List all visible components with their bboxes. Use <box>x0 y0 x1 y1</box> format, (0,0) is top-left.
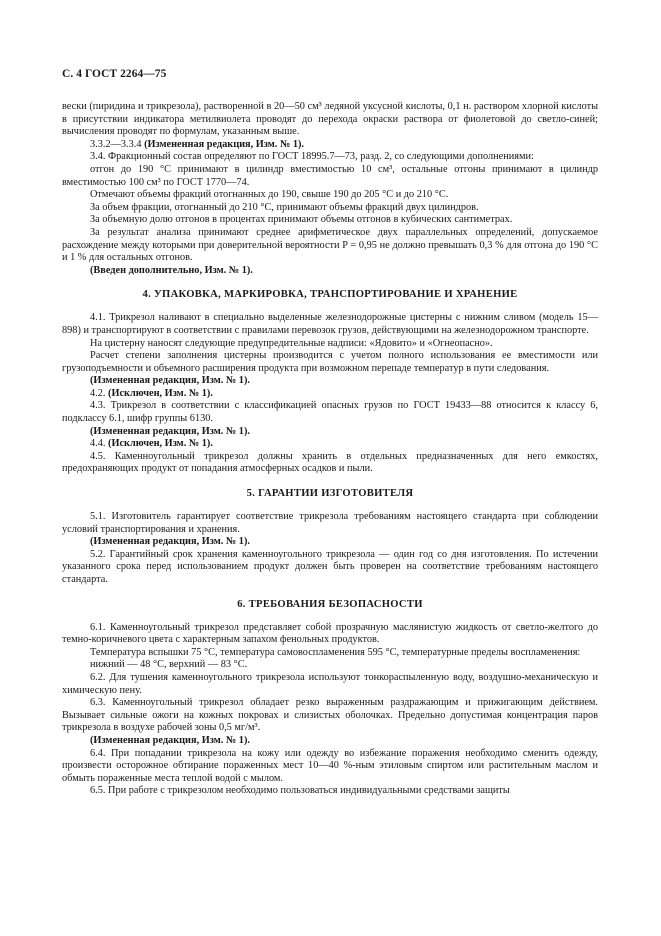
page-header: С. 4 ГОСТ 2264—75 <box>62 68 167 80</box>
paragraph-6-1-a: Температура вспышки 75 °С, температура самовоспламенения 595 °С, температурные пределы воспламенения: <box>90 646 581 658</box>
clause-number: 3.3.2—3.3.4 <box>90 138 142 150</box>
paragraph-4-1: 4.1. Трикрезол наливают в специально выделенные железнодорожные цистерны с нижним сливом (модель 15—898) и транспортируют в соответствии с правилами перевозок грузов, действующими на железнодорожном транспорте. <box>62 312 598 336</box>
paragraph-3-4-e: За результат анализа принимают среднее арифметическое двух параллельных определений, допускаемое расхождение между которыми при доверительной вероятности P = 0,95 не должно превышать 0,3 % для отгона до 190 °С и 1 % для остальных отгонов. <box>62 226 598 264</box>
paragraph-5-2: 5.2. Гарантийный срок хранения каменноугольного трикрезола — один год со дня изготовления. По истечении указанного срока перед использованием продукт должен быть проверен на соответствие требованиям настоящего стандарта. <box>62 548 598 585</box>
excluded-note: (Исключен, Изм. № 1). <box>108 438 213 450</box>
amendment-note: (Измененная редакция, Изм. № 1). <box>90 536 250 548</box>
excluded-note: (Исключен, Изм. № 1). <box>108 387 213 399</box>
section-5-heading: 5. ГАРАНТИИ ИЗГОТОВИТЕЛЯ <box>246 488 414 500</box>
paragraph-3-4: 3.4. Фракционный состав определяют по ГОСТ 18995.7—73, разд. 2, со следующими дополнениями: <box>90 151 534 163</box>
section-6-heading: 6. ТРЕБОВАНИЯ БЕЗОПАСНОСТИ <box>237 598 423 610</box>
paragraph-3-4-a: отгон до 190 °С принимают в цилиндр вместимостью 10 см³, остальные отгоны принимают в цилиндр вместимостью 100 см³ по ГОСТ 1770—74. <box>62 163 598 188</box>
section-4-heading: 4. УПАКОВКА, МАРКИРОВКА, ТРАНСПОРТИРОВАНИЕ И ХРАНЕНИЕ <box>142 289 518 301</box>
paragraph-6-1-b: нижний — 48 °С, верхний — 83 °С. <box>90 659 248 671</box>
paragraph-4-2 <box>62 388 598 401</box>
amendment-note: (Измененная редакция, Изм. № 1). <box>90 425 250 437</box>
paragraph-3-4-c: За объем фракции, отогнанный до 210 °С, принимают объемы фракций двух цилиндров. <box>90 201 479 213</box>
paragraph-continuation: вески (пиридина и трикрезола), растворенной в 20—50 см³ ледяной уксусной кислоты, 0,1 н. раствором хлорной кислоты в присутствии индикатора метилвиолета проводят до перехода окраски раствора от фиолетовой до светло-синей; вычисления проводят по формулам, указанным выше. <box>62 101 598 138</box>
amendment-note: (Измененная редакция, Изм. № 1). <box>90 734 250 746</box>
document-page <box>62 68 598 798</box>
paragraph-4-4 <box>62 438 598 451</box>
clause-number: 4.2. <box>90 387 106 399</box>
paragraph-6-2: 6.2. Для тушения каменноугольного трикрезола используют тонкораспыленную воду, воздушно-механическую и химическую пену. <box>62 671 598 696</box>
paragraph-4-3: 4.3. Трикрезол в соответствии с классификацией опасных грузов по ГОСТ 19433—88 относится к классу 6, подклассу 6.1, шифр группы 6130. <box>62 400 598 425</box>
paragraph-3-3-2 <box>62 139 598 152</box>
amendment-note: (Введен дополнительно, Изм. № 1). <box>90 264 253 276</box>
paragraph-4-5: 4.5. Каменноугольный трикрезол должны хранить в отдельных предназначенных для него емкостях, предохраняющих продукт от попадания атмосферных осадков и пыли. <box>62 450 598 475</box>
paragraph-6-1: 6.1. Каменноугольный трикрезол представляет собой прозрачную маслянистую жидкость от светло-желтого до темно-коричневого цвета с характерным запахом фенольных продуктов. <box>62 621 598 646</box>
paragraph-6-5: 6.5. При работе с трикрезолом необходимо пользоваться индивидуальными средствами защиты <box>90 785 510 797</box>
paragraph-4-1-a: На цистерну наносят следующие предупредительные надписи: «Ядовито» и «Огнеопасно». <box>90 337 493 349</box>
paragraph-6-3: 6.3. Каменноугольный трикрезол обладает резко выраженным раздражающим и прижигающим действием. Вызывает сильные ожоги на кожных покровах и слизистых оболочках. Предельно допустимая концентрация паров трикрезола в воздухе рабочей зоны 0,5 мг/м³. <box>62 697 598 734</box>
paragraph-3-4-d: За объемную долю отгонов в процентах принимают объемы отгонов в кубических сантиметрах. <box>90 214 513 226</box>
amendment-note: (Измененная редакция, Изм. № 1). <box>144 138 305 150</box>
paragraph-4-1-b: Расчет степени заполнения цистерны производится с учетом полного использования ее вместимости или грузоподъемности и объемного расширения продукта при возможном перепаде температур в пути следования. <box>62 350 598 374</box>
clause-number: 4.4. <box>90 438 106 450</box>
paragraph-6-4: 6.4. При попадании трикрезола на кожу или одежду во избежание поражения необходимо сменить одежду, произвести осторожное обтирание пораженных мест 10—40 %-ным этиловым спиртом или растительным маслом и обмыть пораженные места теплой водой с мылом. <box>62 747 598 784</box>
paragraph-5-1: 5.1. Изготовитель гарантирует соответствие трикрезола требованиям настоящего стандарта при соблюдении условий транспортирования и хранения. <box>62 511 598 535</box>
paragraph-3-4-b: Отмечают объемы фракций отогнанных до 190, свыше 190 до 205 °С и до 210 °С. <box>90 189 449 201</box>
amendment-note: (Измененная редакция, Изм. № 1). <box>90 375 250 387</box>
